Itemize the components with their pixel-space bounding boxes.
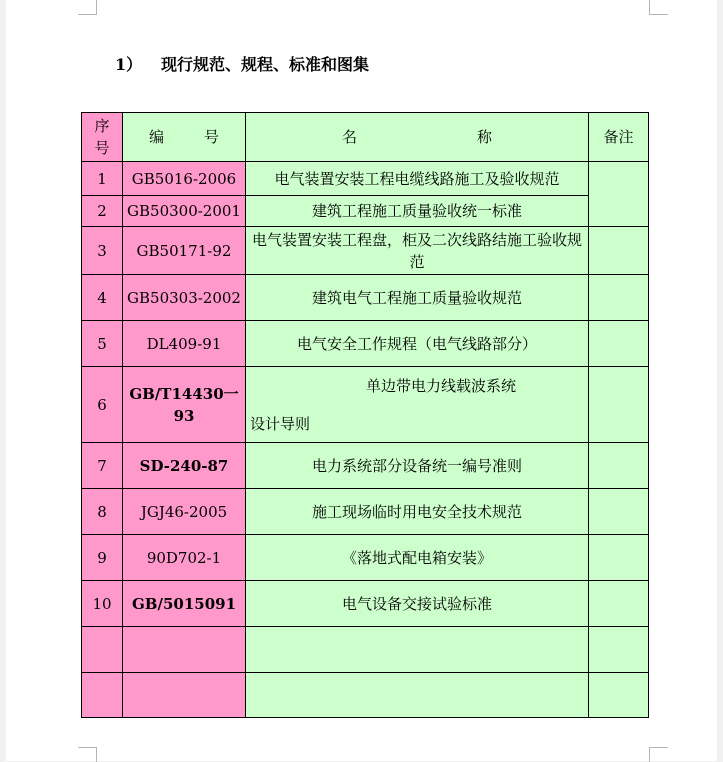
row-name-line1: 单边带电力线载波系统 [366, 376, 517, 395]
row-index [82, 673, 123, 718]
row-name: 电气装置安装工程盘，柜及二次线路结施工验收规范 [246, 227, 589, 275]
row-remark [589, 367, 649, 443]
row-code: 90D702-1 [123, 535, 246, 581]
row-remark [589, 535, 649, 581]
page-corner-mark [649, 0, 668, 15]
row-remark [589, 673, 649, 718]
row-code: GB50300-2001 [123, 196, 246, 227]
row-remark [589, 321, 649, 367]
row-remark [589, 275, 649, 321]
header-remark: 备注 [589, 113, 649, 162]
row-index: 6 [82, 367, 123, 443]
row-code: GB50171-92 [123, 227, 246, 275]
row-name [246, 627, 589, 673]
section-number: 1） [115, 55, 143, 74]
row-index: 10 [82, 581, 123, 627]
row-index: 9 [82, 535, 123, 581]
table-row [82, 275, 649, 321]
row-index: 5 [82, 321, 123, 367]
row-code: GB5016-2006 [123, 162, 246, 196]
header-code [123, 113, 246, 162]
row-index: 3 [82, 227, 123, 275]
header-index: 序号 [82, 113, 123, 162]
row-name [246, 367, 589, 443]
table-row-empty [82, 673, 649, 718]
table-row [82, 162, 649, 196]
row-name-line2: 设计导则 [250, 414, 311, 433]
row-name: 建筑电气工程施工质量验收规范 [246, 275, 589, 321]
row-code: GB/T14430一93 [123, 367, 246, 443]
standards-table [81, 112, 649, 718]
row-code: GB50303-2002 [123, 275, 246, 321]
row-remark [589, 581, 649, 627]
row-code [123, 627, 246, 673]
row-name: 电力系统部分设备统一编号准则 [246, 443, 589, 489]
table-row [82, 443, 649, 489]
table-row [82, 581, 649, 627]
page-corner-mark [78, 747, 97, 762]
row-code: SD-240-87 [123, 443, 246, 489]
page-corner-mark [78, 0, 97, 15]
row-code: JGJ46-2005 [123, 489, 246, 535]
row-index: 7 [82, 443, 123, 489]
row-index [82, 627, 123, 673]
table-row-empty [82, 627, 649, 673]
table-row [82, 489, 649, 535]
row-name: 电气设备交接试验标准 [246, 581, 589, 627]
row-remark [589, 627, 649, 673]
row-name: 电气装置安装工程电缆线路施工及验收规范 [246, 162, 589, 196]
row-remark [589, 489, 649, 535]
header-name-part2: 称 [477, 128, 493, 146]
header-name-part1: 名 [341, 128, 357, 146]
table-row [82, 367, 649, 443]
row-index: 4 [82, 275, 123, 321]
row-name: 《落地式配电箱安装》 [246, 535, 589, 581]
section-title: 现行规范、规程、标准和图集 [161, 55, 370, 74]
row-code [123, 673, 246, 718]
row-name: 施工现场临时用电安全技术规范 [246, 489, 589, 535]
table-row [82, 227, 649, 275]
row-remark [589, 162, 649, 227]
row-index: 8 [82, 489, 123, 535]
row-name [246, 673, 589, 718]
row-index: 2 [82, 196, 123, 227]
row-index: 1 [82, 162, 123, 196]
header-code-part2: 号 [204, 128, 220, 146]
table-header-row [82, 113, 649, 162]
row-name: 建筑工程施工质量验收统一标准 [246, 196, 589, 227]
row-code: GB/5015091 [123, 581, 246, 627]
table-row [82, 321, 649, 367]
row-name: 电气安全工作规程（电气线路部分） [246, 321, 589, 367]
row-code: DL409-91 [123, 321, 246, 367]
row-remark [589, 227, 649, 275]
page-corner-mark [649, 747, 668, 762]
table-row [82, 535, 649, 581]
section-heading [115, 52, 369, 75]
row-remark [589, 443, 649, 489]
table-row [82, 196, 649, 227]
header-code-part1: 编 [148, 128, 164, 146]
header-name [246, 113, 589, 162]
